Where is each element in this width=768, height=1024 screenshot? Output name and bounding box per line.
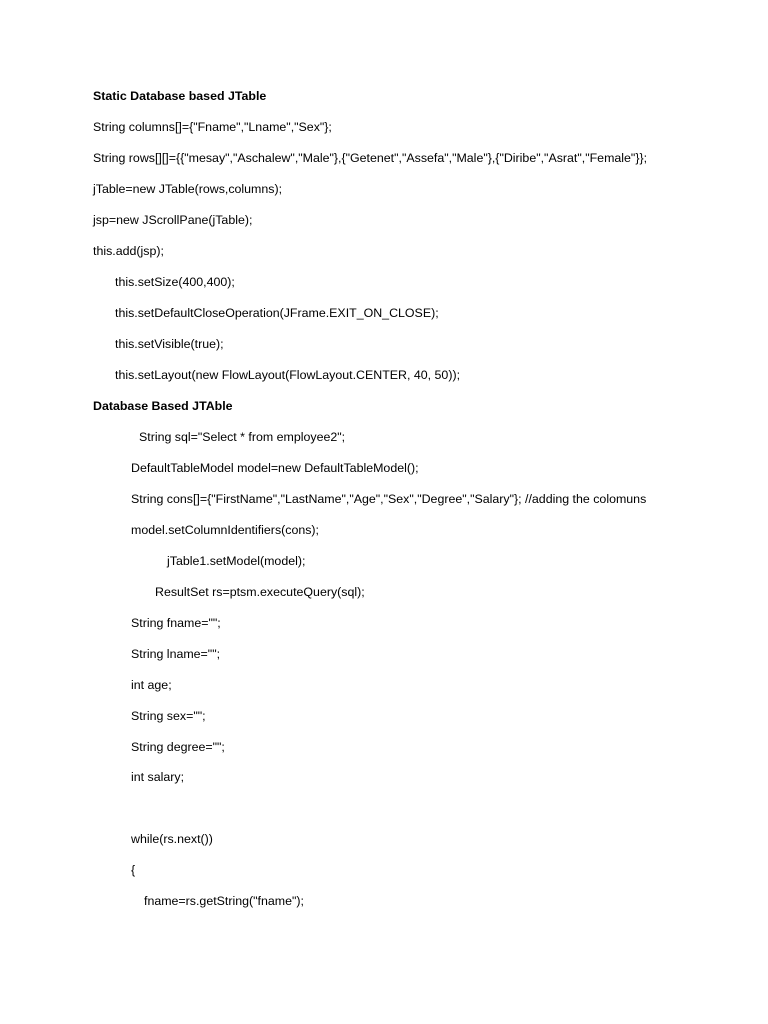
code-line: jTable=new JTable(rows,columns);: [93, 182, 283, 196]
code-line: String fname="";: [131, 616, 221, 630]
code-line: this.setVisible(true);: [115, 337, 224, 351]
heading-static-jtable: Static Database based JTable: [93, 89, 267, 103]
code-line: String lname="";: [131, 647, 221, 661]
code-line: this.setSize(400,400);: [115, 275, 235, 289]
code-line: this.setLayout(new FlowLayout(FlowLayout.CENTER, 40, 50));: [115, 368, 461, 382]
code-line: String degree="";: [131, 740, 225, 754]
code-line: fname=rs.getString("fname");: [144, 894, 304, 908]
code-line: int salary;: [131, 770, 185, 784]
code-line: String sql="Select * from employee2";: [139, 430, 346, 444]
code-line: String cons[]={"FirstName","LastName","Age","Sex","Degree","Salary"}; //adding the colomuns: [131, 492, 647, 506]
code-line: ResultSet rs=ptsm.executeQuery(sql);: [155, 585, 365, 599]
code-line: model.setColumnIdentifiers(cons);: [131, 523, 320, 537]
code-line: int age;: [131, 678, 172, 692]
code-line: String sex="";: [131, 709, 206, 723]
code-line: jTable1.setModel(model);: [167, 554, 306, 568]
code-line: this.setDefaultCloseOperation(JFrame.EXIT_ON_CLOSE);: [115, 306, 439, 320]
code-line: String rows[][]={{"mesay","Aschalew","Male"},{"Getenet","Assefa","Male"},{"Diribe","Asrat","Female"}};: [93, 151, 648, 165]
heading-database-jtable: Database Based JTAble: [93, 399, 233, 413]
code-line: String columns[]={"Fname","Lname","Sex"};: [93, 120, 332, 134]
code-line: DefaultTableModel model=new DefaultTableModel();: [131, 461, 419, 475]
code-line: jsp=new JScrollPane(jTable);: [93, 213, 253, 227]
code-line: while(rs.next()): [131, 832, 213, 846]
code-line: {: [131, 863, 136, 877]
code-line: this.add(jsp);: [93, 244, 164, 258]
